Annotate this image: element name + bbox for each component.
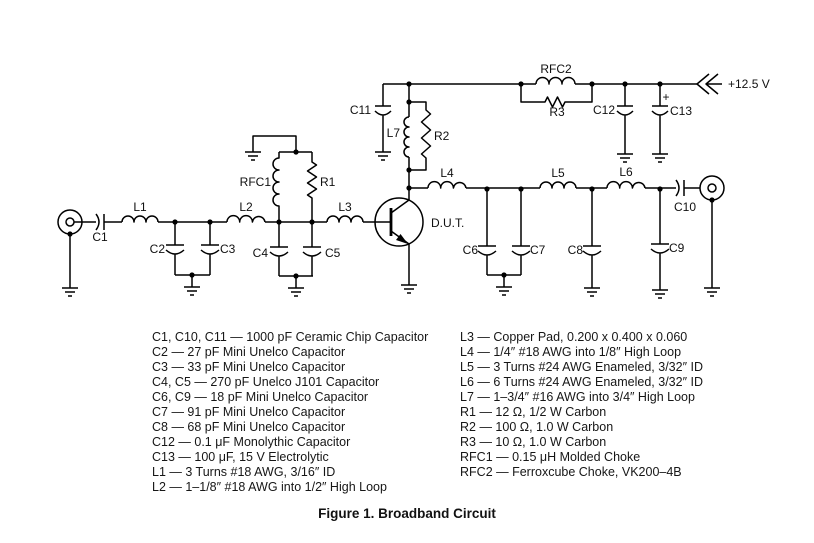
label-c6: C6 (462, 243, 478, 257)
figure-caption: Figure 1. Broadband Circuit (318, 506, 496, 521)
wires (70, 84, 712, 288)
capacitor-c3 (201, 222, 219, 275)
parts-list-right-column (460, 330, 703, 480)
parts-list-item: L4 — 1/4″ #18 AWG into 1/8″ High Loop (460, 345, 682, 359)
label-c3: C3 (220, 242, 236, 256)
label-c2: C2 (149, 242, 165, 256)
label-l5: L5 (551, 166, 565, 180)
label-l2: L2 (239, 200, 253, 214)
parts-list-item: L5 — 3 Turns #24 AWG Enameled, 3/32″ ID (460, 360, 703, 374)
parts-list-item: C4, C5 — 270 pF Unelco J101 Capacitor (152, 375, 380, 389)
choke-rfc2 (536, 78, 575, 84)
ground-icon (245, 152, 261, 160)
choke-rfc1 (273, 152, 279, 222)
parts-list-item: C8 — 68 pF Mini Unelco Capacitor (152, 420, 346, 434)
inductor-l3 (327, 216, 363, 222)
inductor-l4 (428, 182, 466, 188)
label-dut: D.U.T. (431, 216, 465, 230)
inductor-l6 (607, 182, 645, 188)
parts-list-item: C7 — 91 pF Mini Unelco Capacitor (152, 405, 346, 419)
parts-list-item: L6 — 6 Turns #24 AWG Enameled, 3/32″ ID (460, 375, 703, 389)
resistor-r2 (409, 102, 431, 170)
label-supply-voltage: +12.5 V (728, 77, 770, 91)
ground-icon (288, 288, 304, 296)
parts-list-item: L2 — 1–1/8″ #18 AWG into 1/2″ High Loop (152, 480, 387, 494)
parts-list-item: R1 — 12 Ω, 1/2 W Carbon (460, 405, 607, 419)
output-connector (700, 176, 724, 200)
label-r2: R2 (434, 129, 450, 143)
parts-list-item: C1, C10, C11 — 1000 pF Ceramic Chip Capacitor (152, 330, 429, 344)
capacitor-c11 (375, 84, 391, 152)
parts-list-item: C2 — 27 pF Mini Unelco Capacitor (152, 345, 346, 359)
label-c12: C12 (592, 103, 615, 117)
capacitor-c4 (270, 222, 288, 276)
ground-icon (584, 288, 600, 296)
capacitor-c10 (676, 180, 684, 196)
label-rfc2: RFC2 (540, 62, 572, 76)
parts-list-item: L3 — Copper Pad, 0.200 x 0.400 x 0.060 (460, 330, 688, 344)
parts-list-item: R3 — 10 Ω, 1.0 W Carbon (460, 435, 607, 449)
parts-list-item: R2 — 100 Ω, 1.0 W Carbon (460, 420, 614, 434)
parts-list-item: C13 — 100 μF, 15 V Electrolytic (152, 450, 329, 464)
capacitor-c2 (166, 222, 184, 275)
inductor-l5 (540, 182, 576, 188)
capacitor-c8 (583, 189, 601, 288)
ground-icon (184, 287, 200, 295)
parts-list-item: RFC1 — 0.15 μH Molded Choke (460, 450, 641, 464)
parts-list-item: C3 — 33 pF Mini Unelco Capacitor (152, 360, 346, 374)
ground-icon (496, 287, 512, 295)
label-c9: C9 (669, 241, 685, 255)
ground-icon (652, 154, 668, 162)
label-l6: L6 (619, 165, 633, 179)
label-c4: C4 (252, 246, 268, 260)
label-polarity-plus: + (662, 90, 670, 104)
supply-arrow-icon (697, 74, 722, 94)
label-c5: C5 (325, 246, 341, 260)
label-r3: R3 (549, 105, 565, 119)
inductor-l7 (404, 117, 409, 157)
capacitor-c12 (617, 84, 633, 154)
label-l3: L3 (338, 200, 352, 214)
resistor-r3 (521, 84, 592, 107)
parts-list-item: L7 — 1–3/4″ #16 AWG into 3/4″ High Loop (460, 390, 695, 404)
label-l1: L1 (133, 200, 147, 214)
label-c1: C1 (92, 230, 108, 244)
ground-icon (617, 154, 633, 162)
inductor-l1 (122, 216, 158, 222)
label-c10: C10 (673, 200, 697, 214)
ground-icon (62, 288, 78, 296)
parts-list-left-column (152, 330, 428, 495)
inductor-l2 (227, 216, 265, 222)
resistor-r1 (308, 152, 317, 222)
ground-icon (704, 288, 720, 296)
parts-list-item: C12 — 0.1 μF Monolythic Capacitor (152, 435, 351, 449)
parts-list-item: RFC2 — Ferroxcube Choke, VK200–4B (460, 465, 682, 479)
label-r1: R1 (320, 175, 336, 189)
label-c7: C7 (530, 243, 546, 257)
parts-list-item: C6, C9 — 18 pF Mini Unelco Capacitor (152, 390, 369, 404)
ground-icon (401, 285, 417, 293)
label-rfc1: RFC1 (239, 175, 271, 189)
capacitor-c9 (651, 189, 669, 290)
label-c11: C11 (349, 103, 371, 117)
capacitor-c7 (512, 189, 530, 275)
capacitor-c1 (96, 214, 104, 230)
label-l7: L7 (386, 126, 400, 140)
transistor-dut (375, 188, 423, 285)
parts-list-item: L1 — 3 Turns #18 AWG, 3/16″ ID (152, 465, 336, 479)
label-c13: C13 (670, 104, 693, 118)
capacitor-c5 (303, 222, 321, 276)
label-c8: C8 (567, 243, 583, 257)
ground-icon (375, 152, 391, 160)
capacitor-c6 (478, 189, 496, 275)
ground-icon (652, 290, 668, 298)
label-l4: L4 (440, 166, 454, 180)
